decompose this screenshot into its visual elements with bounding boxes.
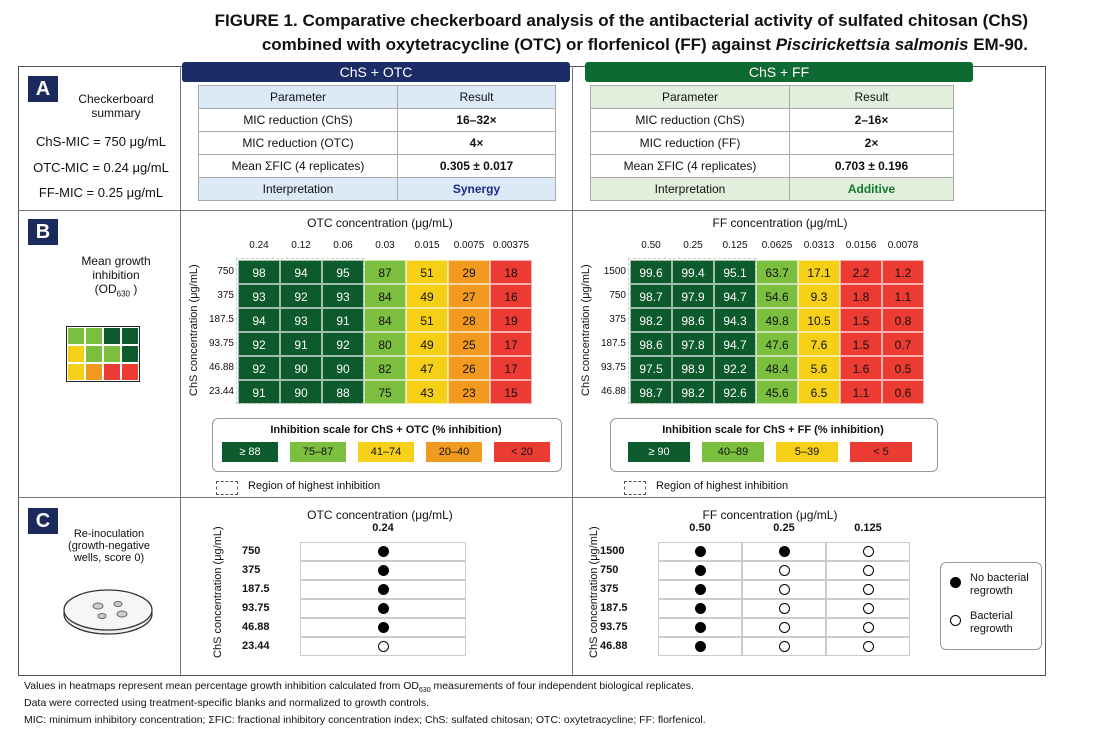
ff-heatmap-cell: 94.7 [714, 284, 756, 308]
divider-label-col [180, 66, 181, 675]
ff-heatmap-cell: 98.7 [630, 380, 672, 404]
otc-reinoc-xlabel: OTC concentration (μg/mL) [307, 508, 453, 522]
divider-a-b [18, 210, 1045, 211]
mini-heatmap-cell [103, 327, 121, 345]
ff-heatmap-cell: 98.2 [630, 308, 672, 332]
ff-reinoc-cell [742, 637, 826, 656]
ff-heatmap-cell: 99.6 [630, 260, 672, 284]
ff-heatmap-cell: 98.7 [630, 284, 672, 308]
otc-heatmap-cell: 15 [490, 380, 532, 404]
banner-chs-otc: ChS + OTC [182, 62, 570, 82]
regrowth-dot [779, 641, 790, 652]
ff-heatmap-xlabel: FF concentration (μg/mL) [712, 216, 848, 230]
ff-reinoc-cell [742, 561, 826, 580]
ff-scale-chip: ≥ 90 [628, 442, 690, 462]
otc-heatmap-cell: 84 [364, 308, 406, 332]
mini-heatmap-cell [121, 363, 139, 381]
ff-col-tick: 0.25 [683, 240, 703, 251]
divider-b-c [18, 497, 1045, 498]
ff-heatmap-cell: 95.1 [714, 260, 756, 284]
otc-reinoc-cell [300, 599, 466, 618]
otc-col-tick: 0.06 [333, 240, 353, 251]
figure-title-line2: combined with oxytetracycline (OTC) or florfenicol (FF) against Piscirickettsia salmonis EM-90. [261, 35, 1028, 54]
no-regrowth-dot [695, 565, 706, 576]
ff-col-tick: 0.0625 [761, 240, 793, 251]
mini-heatmap-cell [85, 345, 103, 363]
otc-reinoc-cell [300, 580, 466, 599]
ff-reinoc-row-tick: 1500 [600, 545, 625, 557]
otc-reinoc-row-tick: 93.75 [242, 602, 270, 614]
otc-reinoc-cell [300, 542, 466, 561]
reinoculation-label: Re-inoculation (growth-negative wells, score 0) [68, 528, 150, 564]
ff-row-tick: 46.88 [600, 386, 626, 397]
otc-col-tick: 0.24 [249, 240, 269, 251]
otc-row-tick: 187.5 [208, 314, 234, 325]
otc-heatmap-xlabel: OTC concentration (μg/mL) [307, 216, 453, 230]
ff-reinoc-row-tick: 375 [600, 583, 619, 595]
otc-heatmap-cell: 88 [322, 380, 364, 404]
ff-heatmap-cell: 97.5 [630, 356, 672, 380]
ff-scale-title: Inhibition scale for ChS + FF (% inhibition) [662, 424, 884, 436]
otc-heatmap-cell: 91 [322, 308, 364, 332]
ff-reinoc-row-tick: 93.75 [600, 621, 628, 633]
otc-heatmap-cell: 26 [448, 356, 490, 380]
otc-results-table: Parameter Result MIC reduction (ChS) 16–32× MIC reduction (OTC) 4× Mean ΣFIC (4 replicates) 0.305 ± 0.017 Interpretation Synergy [198, 85, 556, 201]
otc-dashed-label: Region of highest inhibition [248, 480, 381, 492]
otc-heatmap-cell: 91 [280, 332, 322, 356]
no-regrowth-dot [378, 584, 389, 595]
otc-heatmap-cell: 17 [490, 356, 532, 380]
ff-row-tick: 93.75 [600, 362, 626, 373]
ff-heatmap-cell: 5.6 [798, 356, 840, 380]
otc-interpretation: Synergy [398, 178, 556, 201]
otc-heatmap-cell: 87 [364, 260, 406, 284]
otc-heatmap-cell: 27 [448, 284, 490, 308]
otc-heatmap-cell: 95 [322, 260, 364, 284]
otc-mic: OTC-MIC = 0.24 μg/mL [33, 160, 169, 175]
ff-reinoc-cell [658, 542, 742, 561]
otc-heatmap-cell: 90 [322, 356, 364, 380]
legend-regrowth: Bacterial regrowth [970, 610, 1013, 635]
ff-heatmap-cell: 99.4 [672, 260, 714, 284]
ff-interpretation: Additive [790, 178, 954, 201]
ff-heatmap-cell: 1.1 [882, 284, 924, 308]
ff-reinoc-row-tick: 187.5 [600, 602, 628, 614]
ff-reinoc-cell [742, 542, 826, 561]
mini-heatmap-cell [85, 363, 103, 381]
otc-scale-chip: < 20 [494, 442, 550, 462]
regrowth-dot [863, 565, 874, 576]
regrowth-dot [779, 565, 790, 576]
otc-heatmap-cell: 17 [490, 332, 532, 356]
ff-heatmap-cell: 94.7 [714, 332, 756, 356]
regrowth-dot [863, 584, 874, 595]
otc-heatmap-cell: 47 [406, 356, 448, 380]
regrowth-dot [863, 603, 874, 614]
ff-reinoc-row-tick: 46.88 [600, 640, 628, 652]
mini-heatmap-cell [67, 327, 85, 345]
ff-heatmap-cell: 94.3 [714, 308, 756, 332]
ff-heatmap-cell: 98.6 [672, 308, 714, 332]
no-regrowth-dot [695, 603, 706, 614]
mini-heatmap-cell [67, 363, 85, 381]
otc-row-tick: 93.75 [208, 338, 234, 349]
ff-heatmap-cell: 92.2 [714, 356, 756, 380]
otc-scale-title: Inhibition scale for ChS + OTC (% inhibition) [270, 424, 502, 436]
ff-scale-chip: 5–39 [776, 442, 838, 462]
otc-col-tick: 0.03 [375, 240, 395, 251]
ff-heatmap-cell: 98.6 [630, 332, 672, 356]
ff-heatmap-cell: 1.5 [840, 308, 882, 332]
no-regrowth-dot [378, 603, 389, 614]
otc-col-tick: 0.0075 [453, 240, 485, 251]
otc-reinoc-cell [300, 637, 466, 656]
panel-c-letter: C [28, 508, 58, 534]
growth-inhibition-label: Mean growth inhibition ($OD_{630}$ ) [81, 254, 151, 299]
otc-heatmap-cell: 98 [238, 260, 280, 284]
regrowth-dot [863, 546, 874, 557]
otc-heatmap-cell: 93 [280, 308, 322, 332]
ff-reinoc-cell [658, 637, 742, 656]
otc-reinoc-col-tick: 0.24 [372, 522, 394, 534]
otc-heatmap-cell: 51 [406, 308, 448, 332]
ff-heatmap-cell: 49.8 [756, 308, 798, 332]
otc-heatmap-cell: 75 [364, 380, 406, 404]
no-regrowth-dot [695, 546, 706, 557]
ff-heatmap-cell: 0.6 [882, 380, 924, 404]
ff-reinoc-col-tick: 0.125 [854, 522, 882, 534]
no-regrowth-dot [378, 565, 389, 576]
ff-reinoc-col-tick: 0.25 [773, 522, 795, 534]
otc-heatmap-cell: 84 [364, 284, 406, 308]
ff-reinoc-cell [742, 618, 826, 637]
open-dot-icon [950, 613, 961, 631]
otc-dashed-swatch [216, 481, 238, 495]
otc-reinoc-row-tick: 375 [242, 564, 261, 576]
otc-heatmap-cell: 92 [280, 284, 322, 308]
summary-title: Checkerboard summary [78, 92, 154, 120]
ff-reinoc-cell [826, 637, 910, 656]
ff-col-tick: 0.0156 [845, 240, 877, 251]
ff-heatmap-cell: 0.5 [882, 356, 924, 380]
otc-heatmap-cell: 93 [238, 284, 280, 308]
figure-title-line1: FIGURE 1. Comparative checkerboard analysis of the antibacterial activity of sulfated chitosan (ChS) [214, 11, 1028, 30]
otc-col-tick: 0.12 [291, 240, 311, 251]
ff-reinoc-cell [826, 599, 910, 618]
ff-heatmap-cell: 1.6 [840, 356, 882, 380]
ff-reinoc-cell [826, 542, 910, 561]
otc-heatmap-cell: 90 [280, 356, 322, 380]
ff-col-tick: 0.125 [722, 240, 748, 251]
otc-scale-chip: 20–40 [426, 442, 482, 462]
no-regrowth-dot [779, 546, 790, 557]
otc-heatmap-cell: 19 [490, 308, 532, 332]
filled-dot-icon [950, 575, 961, 593]
no-regrowth-dot [695, 584, 706, 595]
ff-heatmap-cell: 47.6 [756, 332, 798, 356]
legend-no-regrowth: No bacterial regrowth [970, 572, 1029, 597]
ff-reinoc-cell [658, 561, 742, 580]
ff-reinoc-cell [826, 618, 910, 637]
ff-reinoc-cell [742, 599, 826, 618]
petri-dish-icon [60, 584, 156, 638]
otc-reinoc-row-tick: 750 [242, 545, 261, 557]
otc-row-tick: 375 [217, 290, 234, 301]
otc-heatmap-cell: 51 [406, 260, 448, 284]
ff-heatmap-cell: 48.4 [756, 356, 798, 380]
otc-reinoc-row-tick: 46.88 [242, 621, 270, 633]
otc-heatmap-cell: 29 [448, 260, 490, 284]
ff-reinoc-ylabel: ChS concentration (μg/mL) [588, 526, 600, 658]
no-regrowth-dot [695, 641, 706, 652]
otc-heatmap-cell: 92 [238, 356, 280, 380]
otc-heatmap-cell: 16 [490, 284, 532, 308]
ff-scale-chip: < 5 [850, 442, 912, 462]
panel-b-letter: B [28, 219, 58, 245]
chs-mic: ChS-MIC = 750 μg/mL [36, 134, 166, 149]
ff-heatmap-cell: 54.6 [756, 284, 798, 308]
otc-heatmap-cell: 49 [406, 332, 448, 356]
ff-heatmap-cell: 98.9 [672, 356, 714, 380]
otc-heatmap-cell: 25 [448, 332, 490, 356]
otc-heatmap-cell: 28 [448, 308, 490, 332]
otc-heatmap-cell: 43 [406, 380, 448, 404]
ff-dashed-label: Region of highest inhibition [656, 480, 789, 492]
ff-heatmap-cell: 1.5 [840, 332, 882, 356]
otc-heatmap-cell: 92 [322, 332, 364, 356]
otc-scale-chip: ≥ 88 [222, 442, 278, 462]
ff-heatmap-cell: 2.2 [840, 260, 882, 284]
otc-heatmap-cell: 80 [364, 332, 406, 356]
ff-heatmap-cell: 10.5 [798, 308, 840, 332]
ff-heatmap-cell: 0.8 [882, 308, 924, 332]
ff-col-tick: 0.0078 [887, 240, 919, 251]
otc-heatmap-cell: 92 [238, 332, 280, 356]
otc-reinoc-row-tick: 23.44 [242, 640, 270, 652]
ff-reinoc-cell [658, 599, 742, 618]
ff-highest-inhibition-region [628, 258, 756, 404]
otc-heatmap-cell: 94 [280, 260, 322, 284]
panel-a-letter: A [28, 76, 58, 102]
otc-heatmap-cell: 49 [406, 284, 448, 308]
otc-heatmap-cell: 18 [490, 260, 532, 284]
footnote-2: Data were corrected using treatment-specific blanks and normalized to growth controls. [24, 697, 430, 709]
no-regrowth-dot [378, 546, 389, 557]
ff-reinoc-cell [658, 580, 742, 599]
ff-heatmap-cell: 1.2 [882, 260, 924, 284]
otc-reinoc-cell [300, 561, 466, 580]
ff-reinoc-cell [742, 580, 826, 599]
no-regrowth-dot [378, 622, 389, 633]
mini-heatmap-cell [121, 327, 139, 345]
footnote-3: MIC: minimum inhibitory concentration; ΣFIC: fractional inhibitory concentration index; ChS: sulfated chitosan; OTC: oxytetracycline; FF: florfenicol. [24, 714, 706, 726]
otc-scale-chip: 41–74 [358, 442, 414, 462]
no-regrowth-dot [695, 622, 706, 633]
ff-heatmap-cell: 0.7 [882, 332, 924, 356]
otc-col-tick: 0.00375 [492, 240, 530, 251]
regrowth-dot [779, 603, 790, 614]
ff-row-tick: 1500 [603, 266, 626, 277]
banner-chs-ff: ChS + FF [585, 62, 973, 82]
ff-heatmap-cell: 45.6 [756, 380, 798, 404]
mini-heatmap-cell [103, 345, 121, 363]
regrowth-dot [863, 622, 874, 633]
ff-mic: FF-MIC = 0.25 μg/mL [38, 185, 164, 200]
ff-heatmap-cell: 17.1 [798, 260, 840, 284]
ff-scale-chip: 40–89 [702, 442, 764, 462]
ff-heatmap-cell: 1.8 [840, 284, 882, 308]
mini-heatmap-cell [121, 345, 139, 363]
ff-row-tick: 750 [609, 290, 626, 301]
ff-heatmap-cell: 92.6 [714, 380, 756, 404]
ff-col-tick: 0.0313 [803, 240, 835, 251]
ff-reinoc-cell [826, 580, 910, 599]
otc-row-tick: 23.44 [208, 386, 234, 397]
ff-reinoc-col-tick: 0.50 [689, 522, 711, 534]
ff-results-table: Parameter Result MIC reduction (ChS) 2–16× MIC reduction (FF) 2× Mean ΣFIC (4 replicates) 0.703 ± 0.196 Interpretation Additive [590, 85, 954, 201]
regrowth-dot [779, 622, 790, 633]
otc-reinoc-ylabel: ChS concentration (μg/mL) [212, 526, 224, 658]
ff-heatmap-cell: 7.6 [798, 332, 840, 356]
ff-dashed-swatch [624, 481, 646, 495]
otc-reinoc-row-tick: 187.5 [242, 583, 270, 595]
ff-row-tick: 187.5 [600, 338, 626, 349]
mini-heatmap-cell [85, 327, 103, 345]
otc-row-tick: 750 [217, 266, 234, 277]
otc-row-tick: 46.88 [208, 362, 234, 373]
ff-reinoc-cell [826, 561, 910, 580]
mini-heatmap-cell [103, 363, 121, 381]
ff-heatmap-cell: 1.1 [840, 380, 882, 404]
ff-heatmap-cell: 97.8 [672, 332, 714, 356]
otc-heatmap-cell: 94 [238, 308, 280, 332]
ff-reinoc-cell [658, 618, 742, 637]
otc-scale-chip: 75–87 [290, 442, 346, 462]
ff-col-tick: 0.50 [641, 240, 661, 251]
ff-heatmap-ylabel: ChS concentration (μg/mL) [580, 264, 592, 396]
otc-heatmap-cell: 82 [364, 356, 406, 380]
footnote-1: Values in heatmaps represent mean percentage growth inhibition calculated from $OD_{630}$ measurements of four independent biological replicates. [24, 680, 694, 695]
ff-reinoc-xlabel: FF concentration (μg/mL) [702, 508, 838, 522]
otc-heatmap-cell: 90 [280, 380, 322, 404]
otc-highest-inhibition-region [236, 258, 364, 404]
regrowth-dot [378, 641, 389, 652]
ff-reinoc-row-tick: 750 [600, 564, 619, 576]
mini-heatmap-icon [66, 326, 140, 382]
otc-heatmap-cell: 23 [448, 380, 490, 404]
otc-heatmap-ylabel: ChS concentration (μg/mL) [188, 264, 200, 396]
otc-reinoc-cell [300, 618, 466, 637]
ff-heatmap-cell: 9.3 [798, 284, 840, 308]
ff-heatmap-cell: 97.9 [672, 284, 714, 308]
ff-heatmap-cell: 6.5 [798, 380, 840, 404]
otc-heatmap-cell: 93 [322, 284, 364, 308]
regrowth-dot [863, 641, 874, 652]
mini-heatmap-cell [67, 345, 85, 363]
divider-otc-ff [572, 66, 573, 675]
otc-col-tick: 0.015 [414, 240, 440, 251]
ff-heatmap-cell: 63.7 [756, 260, 798, 284]
ff-row-tick: 375 [609, 314, 626, 325]
regrowth-dot [779, 584, 790, 595]
ff-heatmap-cell: 98.2 [672, 380, 714, 404]
otc-heatmap-cell: 91 [238, 380, 280, 404]
